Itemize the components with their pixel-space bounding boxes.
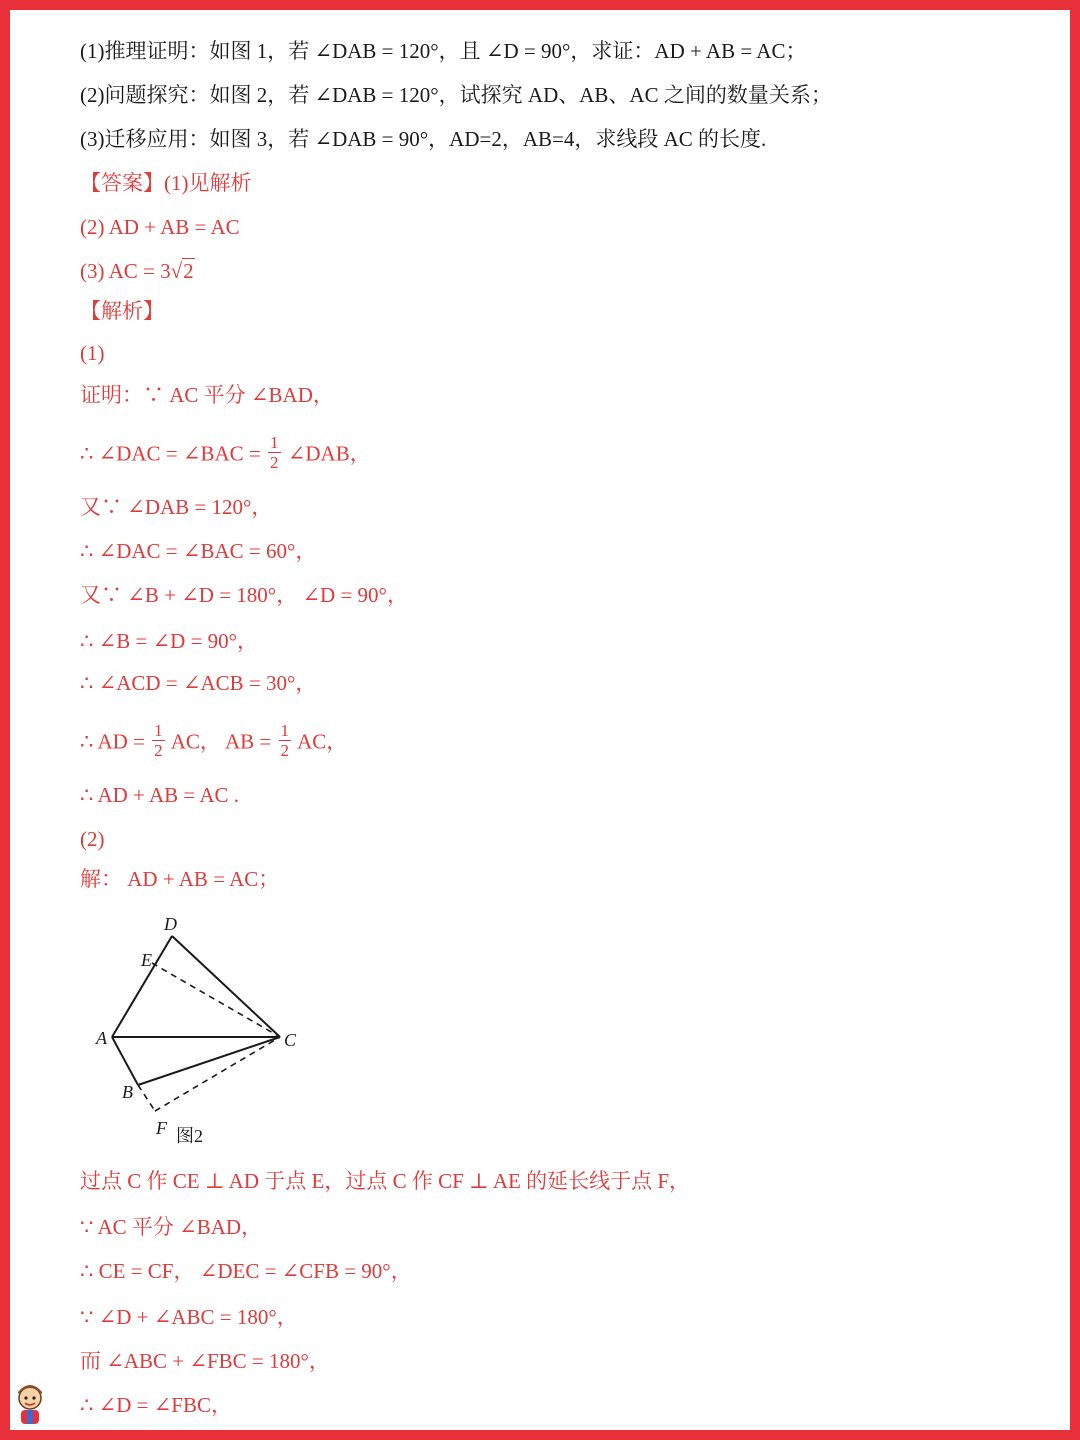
fraction-numerator: 1 bbox=[270, 433, 279, 452]
part-1-label: (1) bbox=[80, 341, 105, 365]
label-D: D bbox=[164, 914, 177, 934]
fraction-half bbox=[279, 721, 292, 760]
step-2 bbox=[80, 433, 371, 475]
step-2-suffix: ∠DAB， bbox=[287, 441, 371, 466]
answer-1: (1)见解析 bbox=[164, 171, 252, 195]
label-B: B bbox=[122, 1082, 133, 1102]
label-F: F bbox=[156, 1118, 167, 1138]
figure-caption: 图2 bbox=[176, 1126, 203, 1146]
sqrt-sign: √ bbox=[170, 259, 183, 283]
step-1: 证明：∵ AC 平分 ∠BAD， bbox=[80, 383, 334, 407]
document-page bbox=[10, 10, 1070, 1430]
segment-EC-dashed bbox=[152, 963, 280, 1037]
step-6: ∴ ∠B = ∠D = 90°， bbox=[80, 629, 259, 653]
step-8 bbox=[80, 721, 348, 763]
answer-3-prefix: (3) AC = 3 bbox=[80, 259, 171, 283]
fraction-half bbox=[152, 721, 165, 760]
answer-line-3 bbox=[80, 258, 195, 284]
step-7: ∴ ∠ACD = ∠ACB = 30°， bbox=[80, 671, 317, 695]
label-E: E bbox=[141, 950, 152, 970]
step-14: ∵ ∠D + ∠ABC = 180°， bbox=[80, 1305, 298, 1329]
step-8-b: AC， AB = bbox=[170, 729, 272, 754]
fraction-numerator: 1 bbox=[154, 721, 163, 740]
step-9: ∴ AD + AB = AC . bbox=[80, 783, 239, 807]
part-2-label: (2) bbox=[80, 827, 105, 851]
segment-DC bbox=[172, 936, 280, 1037]
step-2-prefix: ∴ ∠DAC = ∠BAC = bbox=[80, 441, 261, 466]
step-13: ∴ CE = CF， ∠DEC = ∠CFB = 90°， bbox=[80, 1259, 412, 1283]
step-3: 又∵ ∠DAB = 120°， bbox=[80, 495, 273, 519]
step-4: ∴ ∠DAC = ∠BAC = 60°， bbox=[80, 539, 317, 563]
step-10: 解： AD + AB = AC； bbox=[80, 867, 280, 891]
step-12: ∵ AC 平分 ∠BAD， bbox=[80, 1215, 263, 1239]
step-8-a: ∴ AD = bbox=[80, 729, 145, 754]
step-15: 而 ∠ABC + ∠FBC = 180°， bbox=[80, 1349, 330, 1373]
step-11: 过点 C 作 CE ⊥ AD 于点 E，过点 C 作 CF ⊥ AE 的延长线于点 F， bbox=[80, 1169, 691, 1193]
segment-BC bbox=[138, 1037, 280, 1085]
segment-AB bbox=[112, 1037, 138, 1085]
geometry-figure-2 bbox=[80, 900, 340, 1160]
step-16: ∴ ∠D = ∠FBC， bbox=[80, 1393, 233, 1417]
fraction-denominator: 2 bbox=[280, 741, 290, 760]
fraction-half bbox=[268, 433, 281, 472]
question-3: (3)迁移应用：如图 3，若 ∠DAB = 90°，AD=2，AB=4，求线段 AC 的长度. bbox=[80, 127, 767, 151]
answer-3-radicand: 2 bbox=[183, 259, 194, 283]
step-5: 又∵ ∠B + ∠D = 180°， ∠D = 90°， bbox=[80, 583, 408, 607]
segment-FC-dashed bbox=[155, 1037, 280, 1111]
question-2: (2)问题探究：如图 2，若 ∠DAB = 120°，试探究 AD、AB、AC 之间的数量关系； bbox=[80, 83, 832, 107]
answer-2: (2) AD + AB = AC bbox=[80, 215, 240, 239]
answer-label: 【答案】 bbox=[80, 171, 164, 195]
segment-BF-dashed bbox=[138, 1085, 155, 1111]
fraction-denominator: 2 bbox=[270, 453, 279, 472]
label-A: A bbox=[96, 1028, 107, 1048]
fraction-denominator: 2 bbox=[154, 741, 163, 760]
label-C: C bbox=[284, 1030, 297, 1050]
fraction-numerator: 1 bbox=[280, 721, 290, 740]
question-1: (1)推理证明：如图 1，若 ∠DAB = 120°，且 ∠D = 90°，求证：AD + AB = AC； bbox=[80, 39, 807, 63]
mascot-icon bbox=[10, 1382, 50, 1426]
step-8-c: AC， bbox=[297, 729, 348, 754]
answer-line-1 bbox=[80, 170, 252, 196]
analysis-label: 【解析】 bbox=[80, 299, 164, 323]
